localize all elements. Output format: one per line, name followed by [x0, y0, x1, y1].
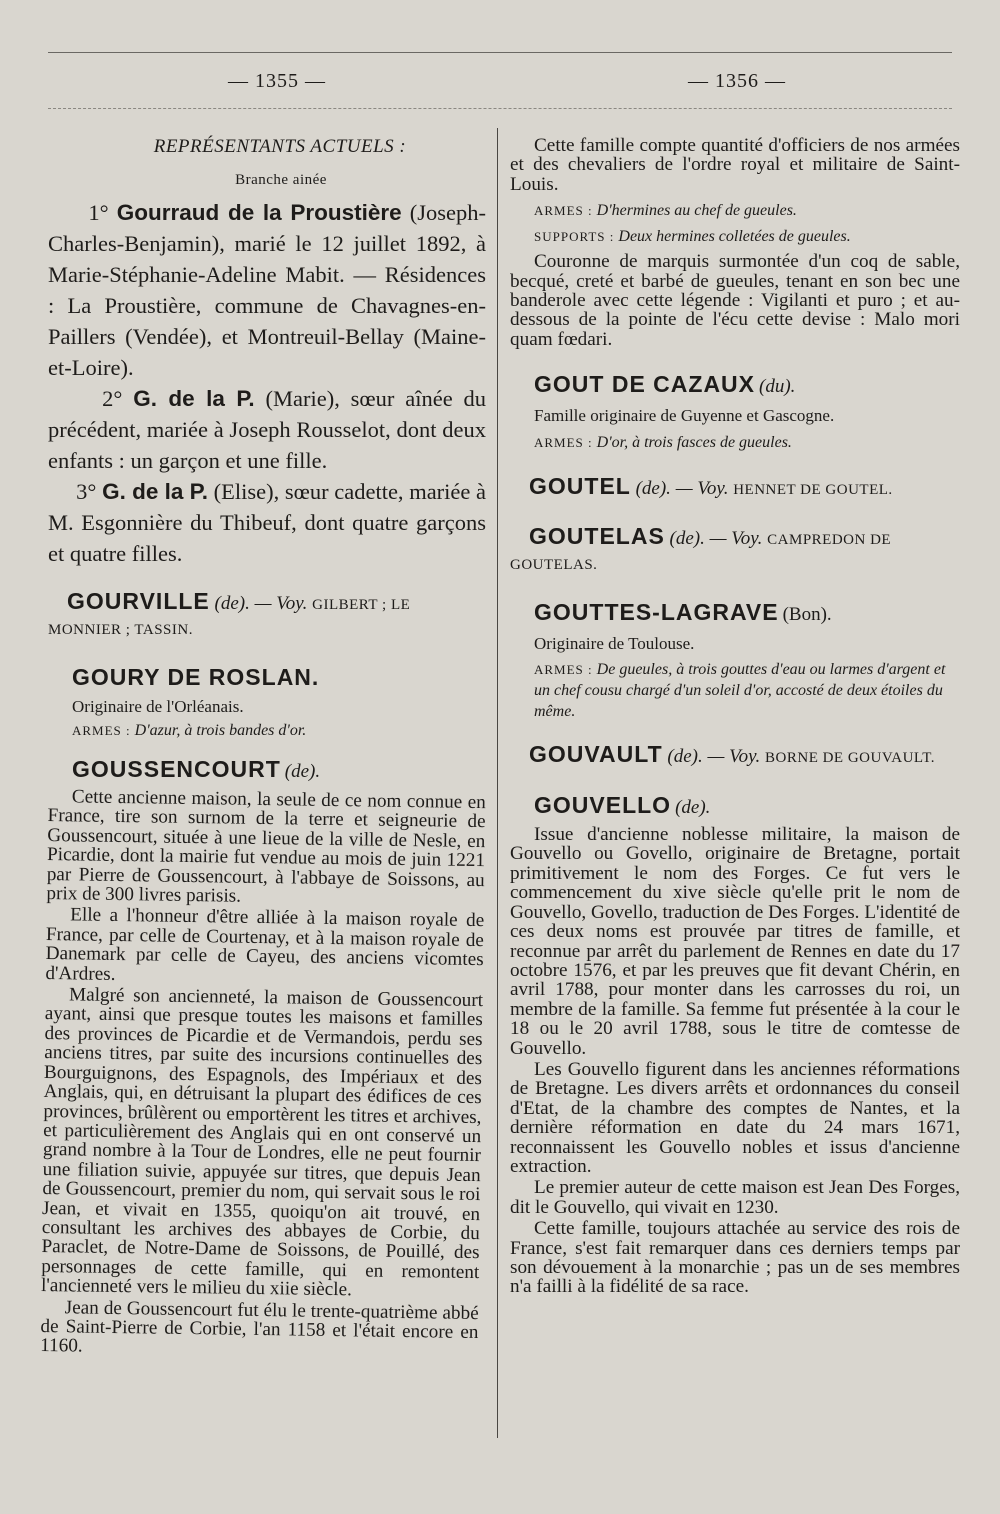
entry-2-text: (Marie), sœur aînée du précédent, mariée à Joseph Rousselot, dont deux enfants : un garçon et une fille. — [48, 386, 487, 473]
goutel-entry — [510, 474, 960, 502]
gouttes-armes-label: ARMES : — [534, 662, 593, 678]
gouvello-para-3: Le premier auteur de cette maison est Jean Des Forges, dit le Gouvello, qui vivait en 1230. — [510, 1177, 960, 1218]
gouvault-particle: (de). — [667, 746, 703, 768]
branche-label: Branche ainée — [235, 172, 327, 188]
goury-armes-label: ARMES : — [72, 723, 131, 739]
goutel-voy: — Voy. — [675, 477, 729, 499]
gouvello-particle: (de). — [675, 797, 711, 819]
gout-armes-label: ARMES : — [534, 434, 593, 450]
gouvault-heading: GOUVAULT — [529, 741, 663, 768]
gout-heading: GOUT DE CAZAUX — [534, 371, 755, 398]
gouvello-para-2: Les Gouvello figurent dans les anciennes réformations de Bretagne. Les divers arrêts et ordonnances du conseil d'Etat, de la chambre des comptes de Nantes, et la dernière réformation en date du 24 mars 1671, reconnaissent les Gouvello nobles et issus d'ancienne extraction. — [510, 1058, 960, 1177]
goury-heading: GOURY DE ROSLAN. — [72, 664, 320, 690]
page-number-left: — 1355 — — [228, 70, 326, 92]
goussencourt-body — [40, 787, 486, 1362]
goutelas-voy: — Voy. — [709, 527, 763, 549]
entry-2 — [48, 383, 486, 476]
gouvello-heading: GOUVELLO — [534, 792, 672, 819]
column-divider — [497, 128, 498, 1438]
intro-paragraph: Cette famille compte quantité d'officiers de nos armées et des chevaliers de l'ordre royal et militaire de Saint-Louis. — [510, 135, 960, 195]
goury-armes — [72, 722, 486, 740]
gouttes-origin: Originaire de Toulouse. — [534, 633, 695, 653]
goury-armes-text: D'azur, à trois bandes d'or. — [134, 722, 307, 740]
goutel-ref: HENNET DE GOUTEL. — [733, 481, 893, 498]
gourville-entry — [48, 589, 486, 642]
entry-3-num: 3° — [76, 479, 97, 504]
goury-origin: Originaire de l'Orléanais. — [72, 697, 244, 716]
gout-armes — [534, 434, 960, 452]
supports-line — [510, 228, 960, 246]
goussencourt-title — [48, 756, 486, 783]
entry-1-text: (Joseph-Charles-Benjamin), marié le 12 juillet 1892, à Marie-Stéphanie-Adeline Mabit. — Résidences : La Proustière, commune de Chavagnes-en-Paillers (Vendée), et Montreuil-Bellay (Maine-et-Loire). — [48, 200, 487, 380]
gout-armes-text: D'or, à trois fasces de gueules. — [596, 433, 792, 451]
entry-3-text: (Elise), sœur cadette, mariée à M. Esgonnière du Thibeuf, dont quatre garçons et quatre filles. — [48, 479, 487, 566]
armes-label: ARMES : — [534, 203, 593, 219]
top-rule — [48, 52, 952, 53]
goussencourt-para-4: Jean de Goussencourt fut élu le trente-quatrième abbé de Saint-Pierre de Corbie, l'an 1158 et l'était encore en 1160. — [40, 1297, 479, 1358]
representants-heading: REPRÉSENTANTS ACTUELS : — [153, 136, 407, 157]
gouvello-para-4: Cette famille, toujours attachée au service des rois de France, s'est fait remarquer dans ces derniers temps par son dévouement à la monarchie ; pas un de ses membres n'a failli à la fidélité de sa race. — [510, 1218, 960, 1298]
gouttes-armes-text: De gueules, à trois gouttes d'eau ou larmes d'argent et un chef cousu chargé d'un soleil d'or, accosté de deux étoiles du même. — [534, 661, 946, 721]
armes-text: D'hermines au chef de gueules. — [596, 202, 797, 220]
right-column — [510, 130, 960, 1297]
header-rule — [48, 108, 952, 109]
goutel-particle: (de). — [635, 477, 671, 499]
gouvault-ref: BORNE DE GOUVAULT. — [765, 750, 935, 767]
entry-2-num: 2° — [102, 386, 123, 411]
goutelas-entry — [510, 524, 960, 577]
gouvault-voy: — Voy. — [707, 746, 761, 768]
entry-1-num: 1° — [88, 200, 109, 225]
supports-label: SUPPORTS : — [534, 229, 615, 245]
goutel-heading: GOUTEL — [529, 472, 631, 499]
gouvello-para-1: Issue d'ancienne noblesse militaire, la maison de Gouvello ou Govello, originaire de Bretagne, portait primitivement le nom des Forges. Ce fut vers le commencement du xive siècle qu'elle prit le nom de Gouvello, Govello, traduction de Des Forges. L'identité de ces deux noms est prouvée par titres de famille, et reconnue par arrêt du parlement de Rennes en date du 17 octobre 1576, et par les preuves que fit devant Chérin, en avril 1788, pour monter dans les carrosses du roi, un membre de la famille. Sa femme fut présentée à la cour le 18 ou le 20 avril 1788, sous le titre de comtesse de Gouvello. — [510, 824, 960, 1059]
goutelas-heading: GOUTELAS — [529, 522, 665, 549]
entry-2-name: G. de la P. — [133, 386, 255, 411]
goussencourt-para-2: Elle a l'honneur d'être alliée à la maison royale de France, par celle de Courtenay, et à la maison royale de Danemark par celle de Cayeu, des anciens vicomtes d'Ardres. — [45, 905, 485, 986]
gourville-heading: GOURVILLE — [67, 588, 210, 614]
armes-line — [510, 202, 960, 220]
gouvault-entry — [510, 742, 960, 770]
gourville-particle: (de). — [214, 593, 250, 614]
gout-entry — [510, 371, 960, 451]
gourville-refs: GILBERT ; LE MONNIER ; TASSIN. — [48, 597, 411, 638]
entry-1 — [48, 197, 486, 383]
goussencourt-para-3: Malgré son ancienneté, la maison de Goussencourt ayant, ainsi que presque toutes les maisons et familles des provinces de Picardie et de Vermandois, perdu ses anciens titres, par suite des incursions continuelles des Bourguignons, des Espagnols, des Impériaux et des Anglais, qui, en détruisant la plupart des édifices de ces provinces, brûlèrent ou emportèrent les titres et archives, et particulièrement des Anglais qui en ont conservé un grand nombre à la Tour de Londres, elle ne peut fournir une filiation suivie, appuyée sur titres, que depuis Jean de Goussencourt, premier du nom, qui servait sous le roi Jean, et vivait en 1355, quoiqu'on ait trouvé, en consultant les archives des abbayes de Corbie, du Paraclet, de Notre-Dame de Soissons, de Pouillé, des personnages de cette famille, qui en remontent l'ancienneté vers le milieu du xiie siècle. — [40, 984, 484, 1301]
goutelas-particle: (de). — [669, 527, 705, 549]
entry-1-name: Gourraud de la Proustière — [116, 200, 402, 225]
couronne-paragraph: Couronne de marquis surmontée d'un coq de sable, becqué, creté et barbé de gueules, tenant en son bec une banderole avec cette légende : Vigilanti et puro ; et au-dessous de la pointe de l'écu cette devise : Malo mori quam fœdari. — [510, 251, 960, 350]
page-number-right: — 1356 — — [688, 70, 786, 92]
gouttes-armes — [510, 659, 960, 722]
left-column — [40, 130, 487, 1358]
goussencourt-para-1: Cette ancienne maison, la seule de ce nom connue en France, tire son surnom de la terre et seigneurie de Goussencourt, située à une lieue de la ville de Nesle, en Picardie, dont la mairie fut vendue au mois de juin 1221 par Pierre de Goussencourt, à l'abbaye de Soissons, au prix de 300 livres parisis. — [46, 786, 486, 908]
gout-particle: (du). — [759, 376, 796, 398]
entry-3-name: G. de la P. — [102, 479, 208, 504]
goury-entry — [48, 664, 486, 740]
gouttes-title: (Bon). — [782, 603, 832, 625]
gouttes-entry — [510, 599, 960, 653]
gourville-voy: — Voy. — [254, 593, 308, 614]
gouvello-title — [510, 792, 960, 819]
goutelas-ref: CAMPREDON DE GOUTELAS. — [510, 531, 892, 573]
gout-origin: Famille originaire de Guyenne et Gascogne. — [534, 406, 835, 426]
supports-text: Deux hermines colletées de gueules. — [618, 228, 851, 246]
gouttes-heading: GOUTTES-LAGRAVE — [534, 598, 779, 625]
entry-3 — [48, 476, 486, 569]
goussencourt-particle: (de). — [284, 761, 321, 783]
goussencourt-heading: GOUSSENCOURT — [72, 756, 281, 783]
